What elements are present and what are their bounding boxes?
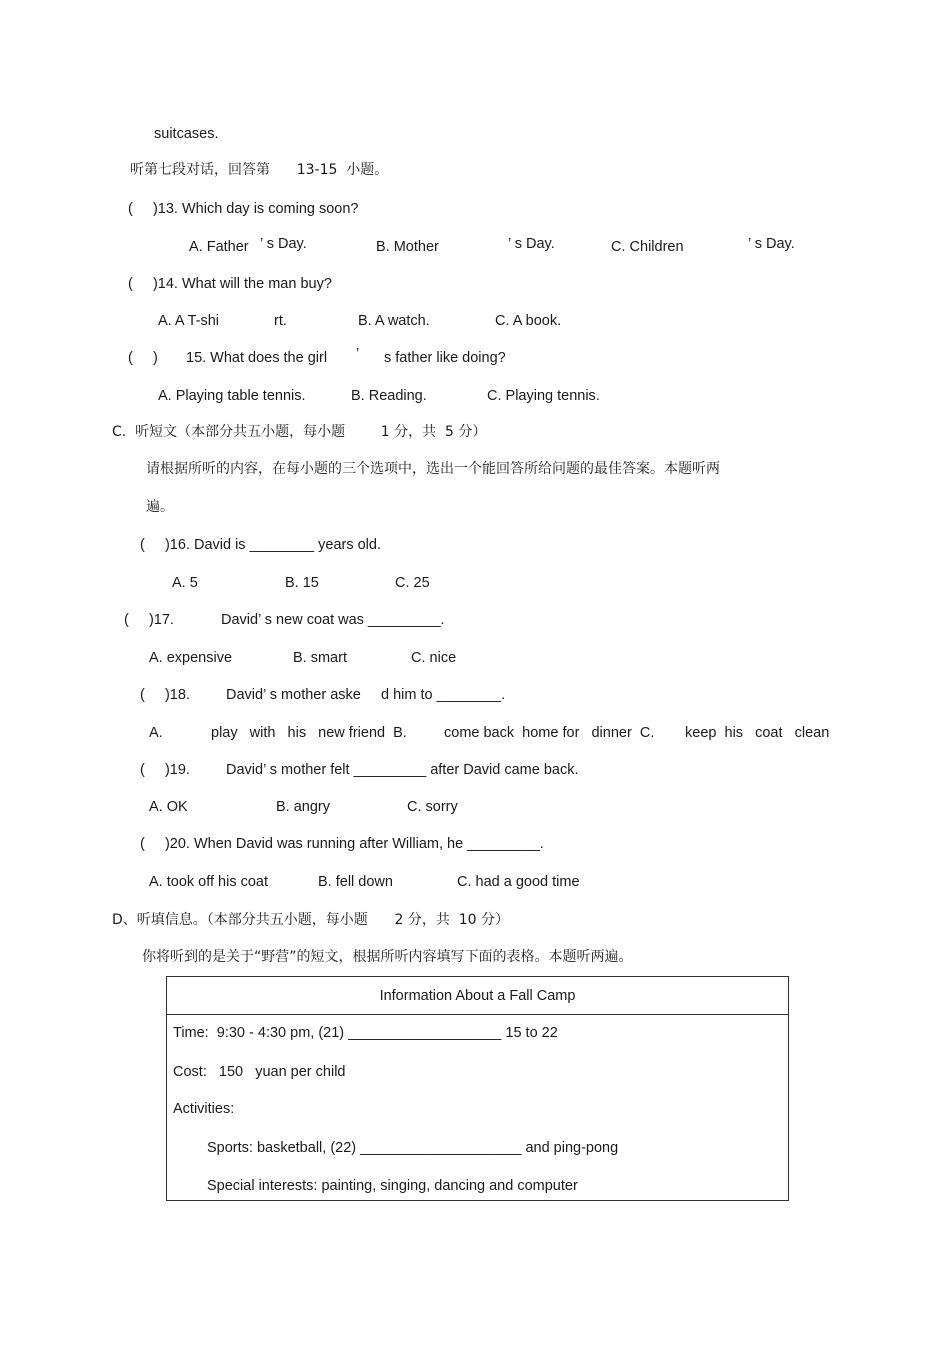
section-instruction: 听第七段对话，回答第 13-15 小题。 (130, 162, 389, 178)
option-19c: C. sorry (407, 799, 458, 815)
table-sports: Sports: basketball, (22) ____________________ and ping-pong (207, 1140, 619, 1156)
option-13b-suffix: ’ s Day. (508, 236, 555, 252)
option-13c: C. Children (611, 239, 684, 255)
option-14a: A. A T-shi (158, 313, 219, 329)
question-14: ( )14. What will the man buy? (128, 276, 332, 292)
option-18b: come back home for dinner C. (444, 725, 655, 741)
section-c-heading: C. 听短文（本部分共五小题，每小题 1 分，共 5 分） (112, 424, 487, 440)
option-19a: A. OK (149, 799, 188, 815)
question-20: ( )20. When David was running after William, he _________. (140, 836, 544, 852)
question-15-apostrophe: ’ (356, 346, 360, 362)
question-16: ( )16. David is ________ years old. (140, 537, 381, 553)
option-16a: A. 5 (172, 575, 198, 591)
table-time: Time: 9:30 - 4:30 pm, (21) ___________________ 15 to 22 (173, 1025, 558, 1041)
text-line: suitcases. (154, 126, 219, 142)
option-13a-suffix: ’ s Day. (260, 236, 307, 252)
question-13: ( )13. Which day is coming soon? (128, 201, 359, 217)
option-15c: C. Playing tennis. (487, 388, 600, 404)
section-d-heading: D、听填信息。（本部分共五小题，每小题 2 分，共 10 分） (112, 912, 510, 928)
table-divider (167, 1014, 788, 1015)
option-17c: C. nice (411, 650, 457, 666)
table-special-interests: Special interests: painting, singing, dancing and computer (207, 1178, 578, 1194)
option-14c: C. A book. (495, 313, 562, 329)
table-activities: Activities: (173, 1101, 235, 1117)
question-17: ( )17. (124, 612, 174, 628)
option-15b: B. Reading. (351, 388, 427, 404)
option-17b: B. smart (293, 650, 347, 666)
option-20a: A. took off his coat (149, 874, 269, 890)
option-13c-suffix: ’ s Day. (748, 236, 795, 252)
table-cost: Cost: 150 yuan per child (173, 1064, 346, 1080)
question-18: ( )18. (140, 687, 190, 703)
question-18-text: David’ s mother aske d him to ________. (226, 687, 506, 703)
option-14a-suffix: rt. (274, 313, 287, 329)
option-19b: B. angry (276, 799, 330, 815)
option-17a: A. expensive (149, 650, 233, 666)
option-14b: B. A watch. (358, 313, 430, 329)
option-18a: play with his new friend B. (211, 725, 407, 741)
question-19-text: David’ s mother felt _________ after David came back. (226, 762, 579, 778)
option-16c: C. 25 (395, 575, 430, 591)
section-c-instruction: 请根据所听的内容，在每小题的三个选项中，选出一个能回答所给问题的最佳答案。本题听两 (146, 461, 720, 477)
section-c-instruction-cont: 遍。 (146, 499, 174, 515)
option-15a: A. Playing table tennis. (158, 388, 306, 404)
option-18a-label: A. (149, 725, 163, 741)
question-15: ( ) 15. What does the girl (128, 350, 328, 366)
question-15-end: s father like doing? (384, 350, 506, 366)
option-13b: B. Mother (376, 239, 439, 255)
question-19: ( )19. (140, 762, 190, 778)
option-20b: B. fell down (318, 874, 393, 890)
question-17-text: David’ s new coat was _________. (221, 612, 445, 628)
option-16b: B. 15 (285, 575, 319, 591)
option-18c: keep his coat clean (685, 725, 830, 741)
option-13a: A. Father (189, 239, 249, 255)
option-20c: C. had a good time (457, 874, 580, 890)
info-table (166, 976, 789, 1201)
section-d-instruction: 你将听到的是关于“野营”的短文，根据所听内容填写下面的表格。本题听两遍。 (142, 949, 633, 965)
table-title: Information About a Fall Camp (379, 988, 576, 1004)
